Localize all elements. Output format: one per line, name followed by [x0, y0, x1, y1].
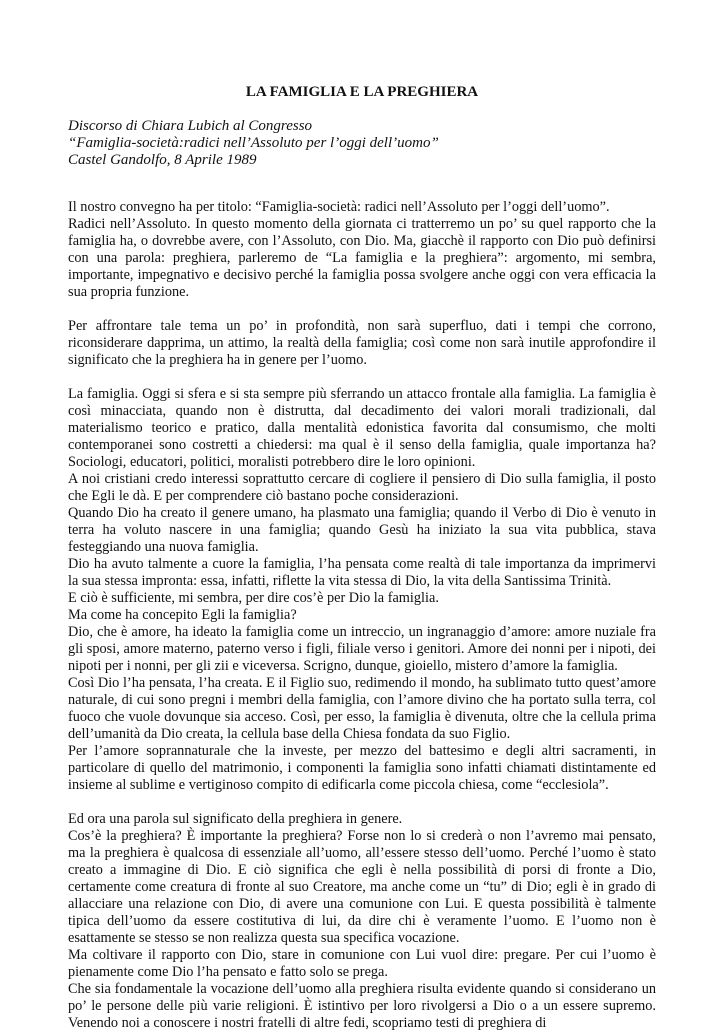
subtitle-line: “Famiglia-società:radici nell’Assoluto per l’oggi dell’uomo”: [68, 135, 439, 151]
paragraph: E ciò è sufficiente, mi sembra, per dire cos’è per Dio la famiglia.: [68, 590, 439, 606]
paragraph: Ma come ha concepito Egli la famiglia?: [68, 607, 297, 623]
paragraph: Così Dio l’ha pensata, l’ha creata. E il Figlio suo, redimendo il mondo, ha sublimato tutto quest’amore naturale, di cui sono pregni i membri della famiglia, con l’amore divino che ha portato sulla terra, col fuoco che vuole dovunque sia acceso. Così, per esso, la famiglia è divenuta, oltre che la cellula prima dell’umanità da Dio creata, la cellula base della Chiesa fondata da suo Figlio.: [68, 675, 656, 742]
paragraph: Ed ora una parola sul significato della preghiera in genere.: [68, 811, 403, 827]
paragraph: Dio, che è amore, ha ideato la famiglia come un intreccio, un ingranaggio d’amore: amore nuziale fra gli sposi, amore materno, paterno verso i figli, filiale verso i genitori. Amore dei nonni per i nipoti, dei nipoti per i nonni, per gli zii e viceversa. Scrigno, dunque, gioiello, mistero d’amore la famiglia.: [68, 624, 656, 674]
paragraph: Quando Dio ha creato il genere umano, ha plasmato una famiglia; quando il Verbo di Dio è venuto in terra ha voluto nascere in una famiglia; quando Gesù ha iniziato la sua vita pubblica, stava festeggiando una nuova famiglia.: [68, 505, 656, 555]
section-2: [68, 318, 656, 369]
paragraph: La famiglia. Oggi si sfera e si sta sempre più sferrando un attacco frontale alla famiglia. La famiglia è così minacciata, quando non è distrutta, dal decadimento dei valori morali tradizionali, dal materialismo teorico e pratico, dalla mentalità edonistica favorita dal consumismo, che molti contemporanei sono costretti a chiedersi: ma qual è il senso della famiglia, quale importanza ha? Sociologi, educatori, politici, moralisti potrebbero dire le loro opinioni.: [68, 386, 656, 470]
paragraph: A noi cristiani credo interessi soprattutto cercare di cogliere il pensiero di Dio sulla famiglia, il posto che Egli le dà. E per comprendere ciò bastano poche considerazioni.: [68, 471, 656, 504]
section-3: [68, 386, 656, 794]
paragraph: Dio ha avuto talmente a cuore la famiglia, l’ha pensata come realtà di tale importanza da imprimervi la sua stessa impronta: essa, infatti, riflette la vita stessa di Dio, la vita della Santissima Trinità.: [68, 556, 656, 589]
document-page: [68, 82, 656, 1032]
subtitle-line: Castel Gandolfo, 8 Aprile 1989: [68, 152, 257, 168]
paragraph: Il nostro convegno ha per titolo: “Famiglia-società: radici nell’Assoluto per l’oggi dell’uomo”.: [68, 199, 610, 215]
paragraph: Cos’è la preghiera? È importante la preghiera? Forse non lo si crederà o non l’avremo mai pensato, ma la preghiera è qualcosa di essenziale all’uomo, all’essere stesso dell’uomo. Perché l’uomo è stato creato a immagine di Dio. E ciò significa che egli è nella possibilità di porsi di fronte a Dio, certamente come creatura di fronte al suo Creatore, ma anche come un “tu” di Dio; egli è in grado di allacciare una relazione con Dio, di avere una comunione con Lui. E questa possibilità è talmente tipica dell’uomo da essere costitutiva di lui, da dire chi è veramente l’uomo. E l’uomo non è esattamente se stesso se non realizza questa sua specifica vocazione.: [68, 828, 656, 946]
paragraph: Radici nell’Assoluto. In questo momento della giornata ci tratterremo un po’ su quel rapporto che la famiglia ha, o dovrebbe avere, con l’Assoluto, con Dio. Ma, giacchè il rapporto con Dio può definirsi con una parola: preghiera, parleremo de “La famiglia e la preghiera”: argomento, mi sembra, importante, impegnativo e decisivo perché la famiglia possa svolgere anche oggi con vera efficacia la sua propria funzione.: [68, 216, 656, 300]
paragraph: Che sia fondamentale la vocazione dell’uomo alla preghiera risulta evidente quando si considerano un po’ le persone delle più varie religioni. È istintivo per loro rivolgersi a Dio o a un essere supremo. Venendo noi a conoscere i nostri fratelli di altre fedi, scopriamo testi di preghiera di: [68, 981, 656, 1031]
paragraph: Per affrontare tale tema un po’ in profondità, non sarà superfluo, dati i tempi che corrono, riconsiderare dapprima, un attimo, la realtà della famiglia; così come non sarà inutile approfondire il significato che la preghiera ha in genere per l’uomo.: [68, 318, 656, 368]
section-1: [68, 199, 656, 301]
document-title: LA FAMIGLIA E LA PREGHIERA: [245, 84, 479, 100]
paragraph: Per l’amore soprannaturale che la investe, per mezzo del battesimo e degli altri sacramenti, in particolare di quello del matrimonio, i componenti la famiglia sono infatti chiamati distintamente ed insieme al sublime e vertiginoso compito di edificarla come piccola chiesa, come “ecclesiola”.: [68, 743, 656, 793]
document-subtitle: [68, 118, 656, 169]
paragraph: Ma coltivare il rapporto con Dio, stare in comunione con Lui vuol dire: pregare. Per cui l’uomo è pienamente come Dio l’ha pensato e fatto solo se prega.: [68, 947, 656, 980]
section-4: [68, 811, 656, 1032]
subtitle-line: Discorso di Chiara Lubich al Congresso: [68, 118, 313, 134]
